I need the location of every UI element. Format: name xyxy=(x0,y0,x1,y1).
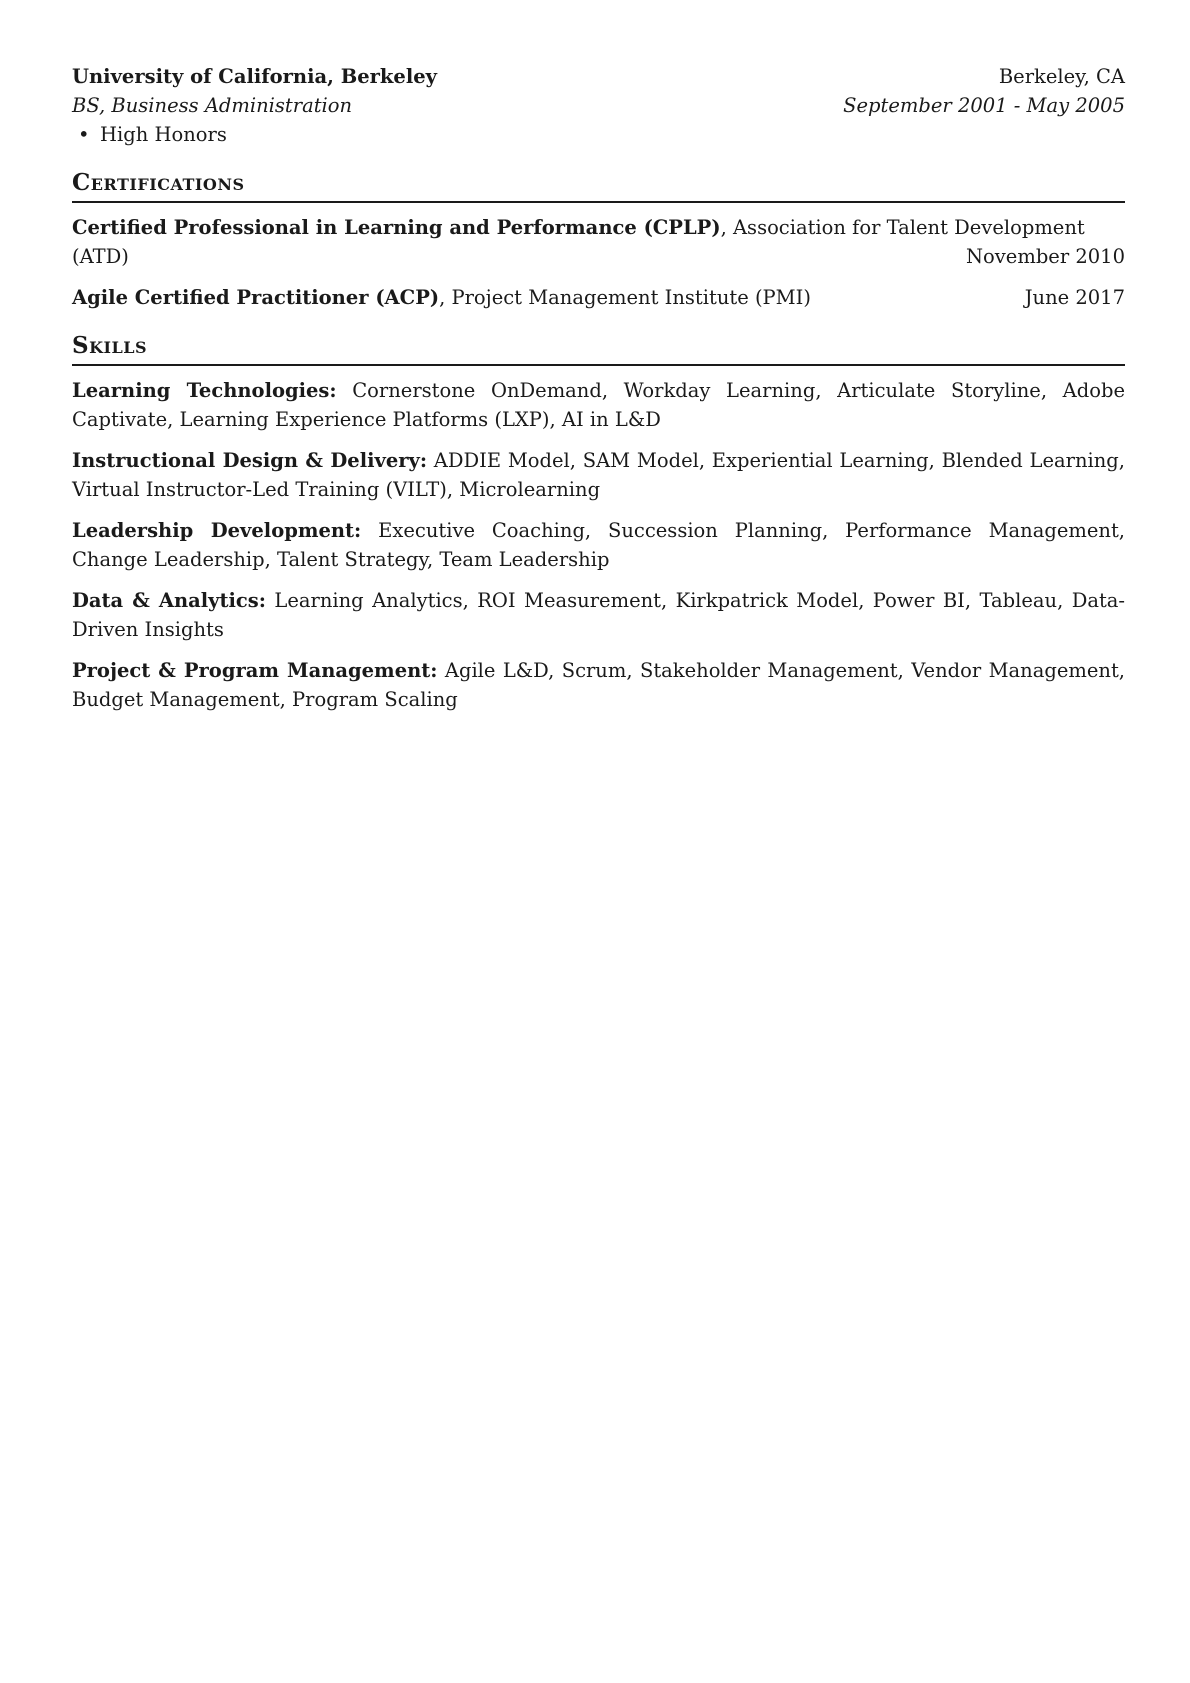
skill-label: Learning Technologies: xyxy=(72,379,337,402)
skill-value: ADDIE Model, SAM Model, Experiential Learning, Blended Learning, Virtual Instructor-Led Training (VILT), Microlearning xyxy=(72,449,1125,501)
education-dates: September 2001 - May 2005 xyxy=(843,94,1125,117)
certification-item xyxy=(72,283,1125,312)
skill-value: Executive Coaching, Succession Planning, Performance Management, Change Leadership, Talent Strategy, Team Leadership xyxy=(72,519,1125,571)
certification-line xyxy=(72,283,1125,312)
skill-label: Leadership Development: xyxy=(72,519,362,542)
certification-date-row xyxy=(72,242,1125,271)
skill-label: Instructional Design & Delivery: xyxy=(72,449,428,472)
education-bullets xyxy=(72,120,1125,149)
certification-issuer: , Association for Talent Development xyxy=(720,216,1085,239)
skill-value: Agile L&D, Scrum, Stakeholder Management, Vendor Management, Budget Management, Program Scaling xyxy=(72,659,1125,711)
education-bullet-text: High Honors xyxy=(100,123,227,146)
skill-item xyxy=(72,586,1125,644)
resume-page xyxy=(72,62,1125,726)
section-title-skills: Skills xyxy=(72,332,148,359)
skill-value: Cornerstone OnDemand, Workday Learning, Articulate Storyline, Adobe Captivate, Learning Experience Platforms (LXP), AI in L&D xyxy=(72,379,1125,431)
bullet-icon: • xyxy=(78,123,90,146)
certification-name: Certified Professional in Learning and Performance (CPLP) xyxy=(72,216,721,239)
education-header-row xyxy=(72,62,1125,91)
certification-line xyxy=(72,213,1125,242)
degree: BS, Business Administration xyxy=(72,94,353,117)
certification-item xyxy=(72,213,1125,271)
skill-label: Project & Program Management: xyxy=(72,659,438,682)
skill-item xyxy=(72,376,1125,434)
section-title-certifications: Certifications xyxy=(72,169,245,196)
education-entry xyxy=(72,62,1125,149)
certification-name: Agile Certified Practitioner (ACP) xyxy=(72,286,440,309)
certification-date: November 2010 xyxy=(965,245,1125,268)
skill-item xyxy=(72,446,1125,504)
section-divider xyxy=(72,201,1125,203)
skill-item xyxy=(72,516,1125,574)
skill-value: Learning Analytics, ROI Measurement, Kirkpatrick Model, Power BI, Tableau, Data-Driven Insights xyxy=(72,589,1126,641)
school-name: University of California, Berkeley xyxy=(72,65,437,88)
school-location: Berkeley, CA xyxy=(998,65,1125,88)
section-divider xyxy=(72,364,1125,366)
skill-item xyxy=(72,656,1125,714)
education-degree-row xyxy=(72,91,1125,120)
skill-label: Data & Analytics: xyxy=(72,589,266,612)
certification-issuer: , Project Management Institute (PMI) xyxy=(439,286,811,309)
education-bullet xyxy=(72,120,1125,149)
certification-date: June 2017 xyxy=(1024,286,1125,309)
certification-issuer-continued: (ATD) xyxy=(72,245,129,268)
